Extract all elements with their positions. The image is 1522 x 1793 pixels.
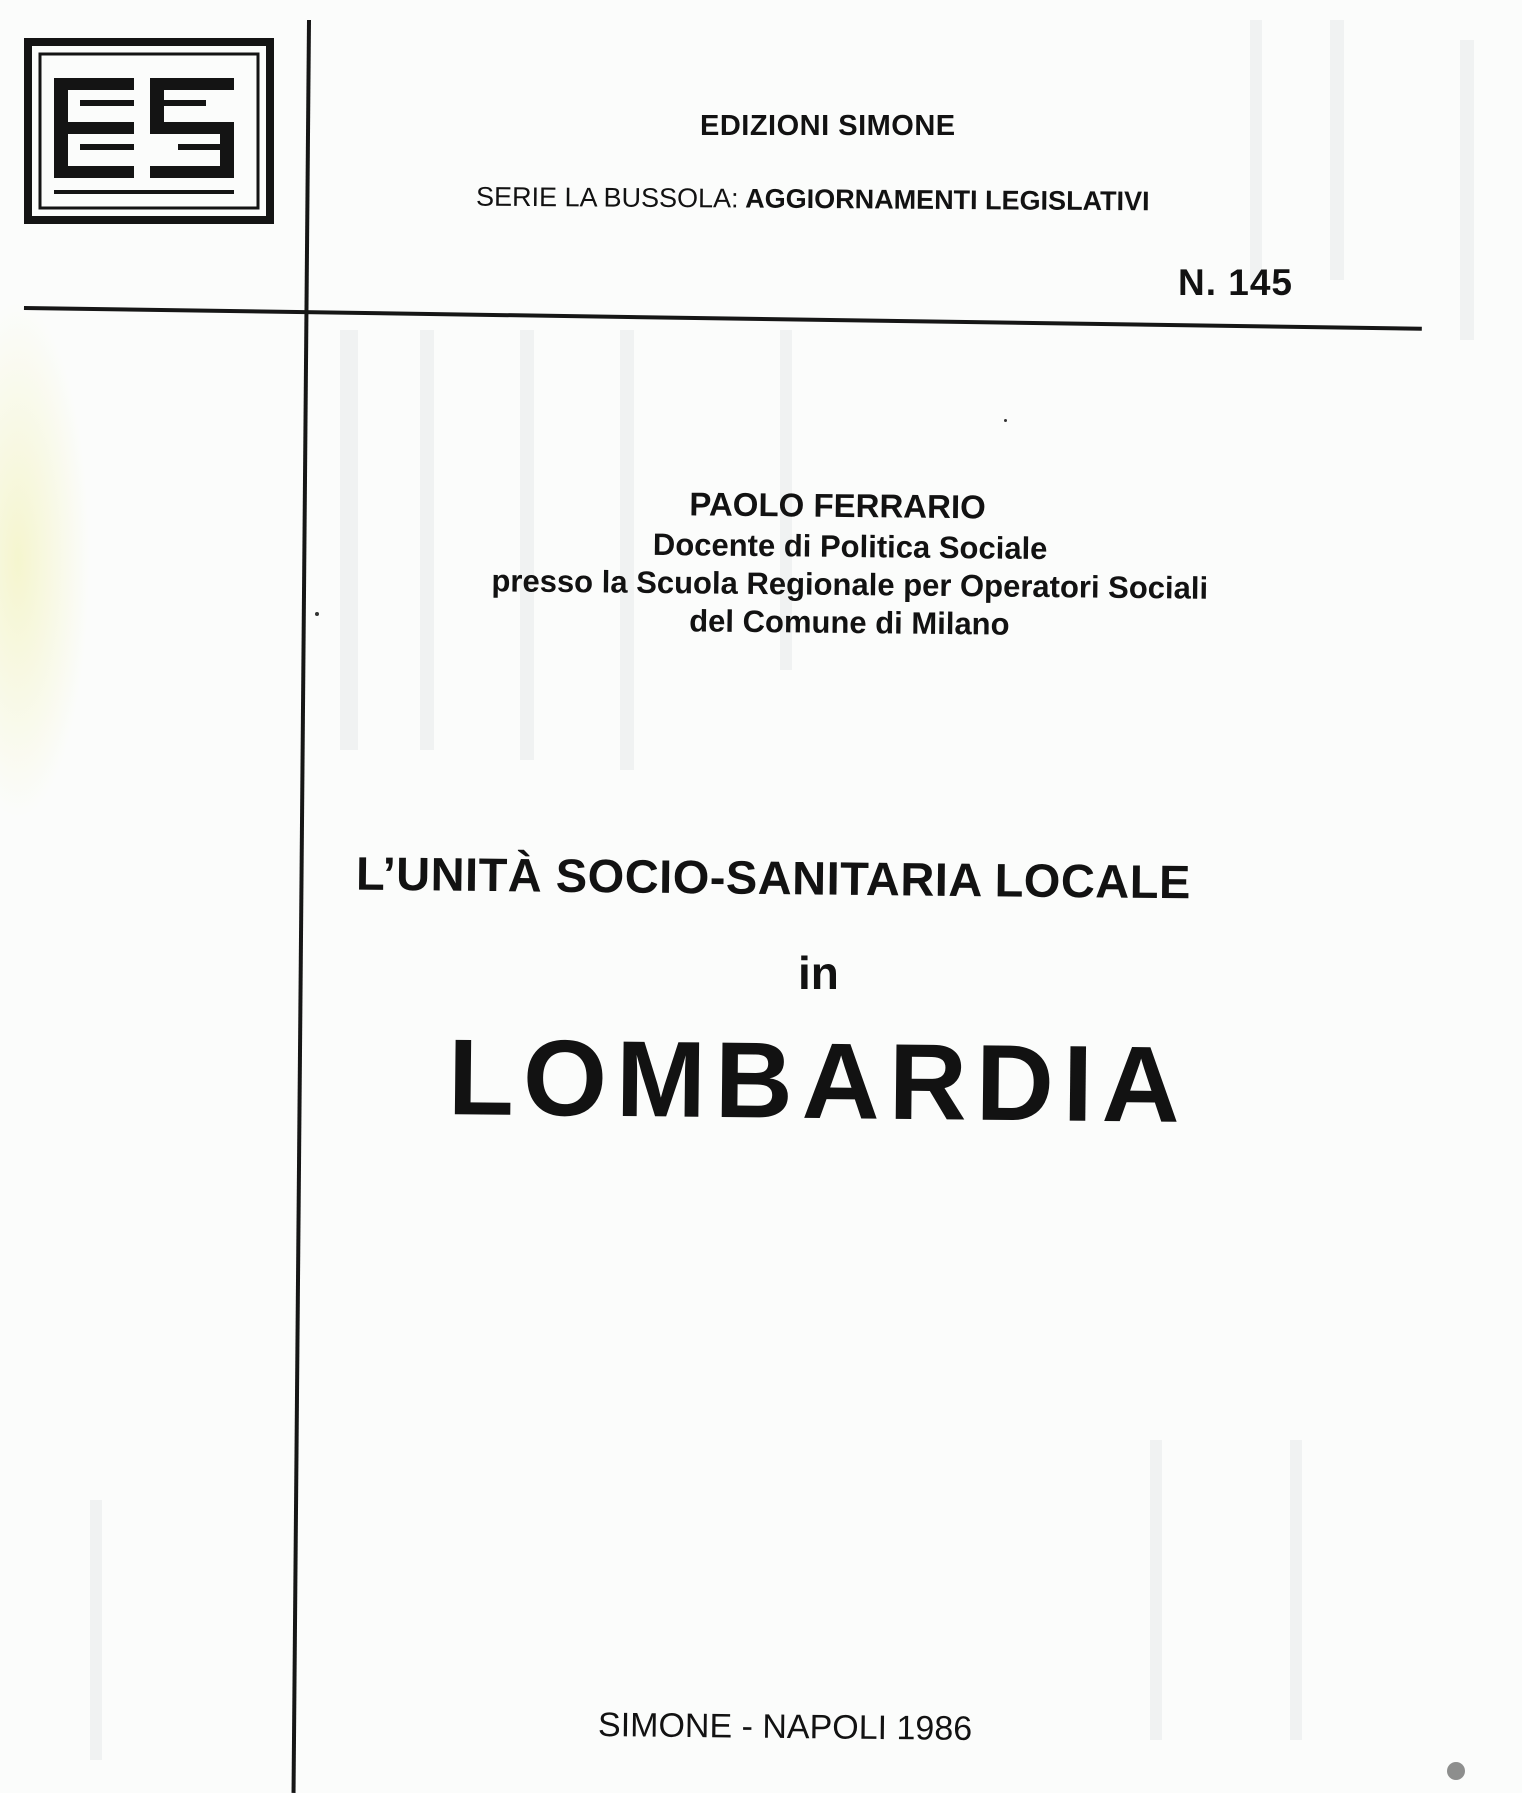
issue-number: N. 145	[1178, 262, 1294, 303]
bleed-through-mark	[90, 1500, 102, 1760]
ink-speck	[1004, 419, 1007, 422]
series-name: AGGIORNAMENTI LEGISLATIVI	[745, 183, 1150, 217]
author-role-line: del Comune di Milano	[689, 603, 1010, 642]
bleed-through-mark	[1460, 40, 1474, 340]
paper-stain	[0, 300, 90, 820]
vertical-rule	[292, 20, 311, 1793]
author-role-line: Docente di Politica Sociale	[652, 526, 1048, 567]
ink-speck	[315, 612, 319, 616]
ink-speck	[1447, 1762, 1465, 1780]
bleed-through-mark	[1150, 1440, 1162, 1740]
author-block	[379, 479, 1321, 647]
bleed-through-mark	[340, 330, 358, 750]
horizontal-rule	[24, 306, 1422, 331]
title-line-2: in	[798, 947, 839, 999]
bleed-through-mark	[1330, 20, 1344, 280]
title-main: LOMBARDIA	[447, 1016, 1190, 1145]
edizioni-simone-logo-icon	[24, 38, 274, 224]
imprint: SIMONE - NAPOLI 1986	[597, 1706, 973, 1748]
bleed-through-mark	[1290, 1440, 1302, 1740]
author-role-line: presso la Scuola Regionale per Operatori Sociali	[491, 563, 1209, 606]
bleed-through-mark	[1250, 20, 1262, 280]
title-line-1: L’UNITÀ SOCIO-SANITARIA LOCALE	[355, 846, 1192, 909]
series-line	[476, 182, 1150, 218]
publisher-name: EDIZIONI SIMONE	[700, 110, 956, 142]
author-name: PAOLO FERRARIO	[689, 485, 986, 526]
series-prefix: SERIE LA BUSSOLA:	[475, 181, 739, 214]
